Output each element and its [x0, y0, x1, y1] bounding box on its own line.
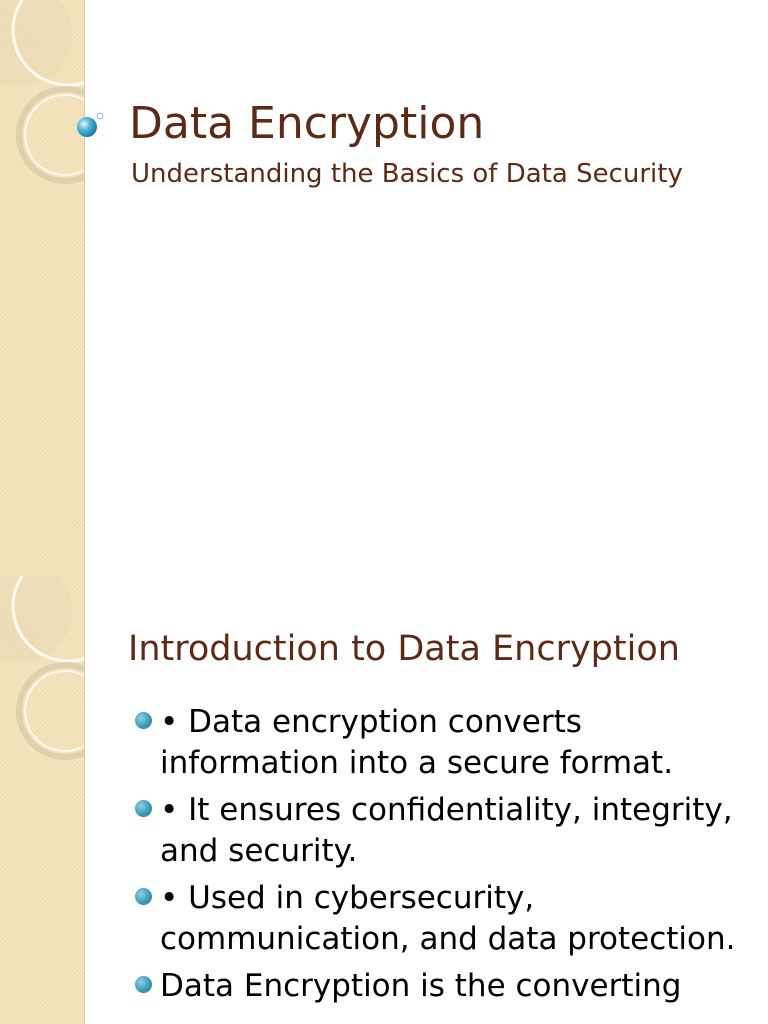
- slide-title-text: Data Encryption: [129, 98, 485, 149]
- bullet-dot-icon: [135, 976, 152, 993]
- bullet-item: [134, 702, 754, 784]
- bullet-item: [134, 790, 754, 872]
- decorative-side-strip: [0, 0, 85, 576]
- bullet-text: • It ensures confidentiality, integrity, and security.: [160, 792, 733, 869]
- bullet-item: [134, 878, 754, 960]
- bullet-list: [134, 702, 754, 1013]
- bullet-text: • Used in cybersecurity, communication, and data protection.: [160, 880, 736, 957]
- bullet-dot-icon: [135, 712, 152, 729]
- slide-introduction: [0, 576, 768, 1024]
- slide-subtitle-text: Understanding the Basics of Data Security: [131, 159, 683, 189]
- bullet-item: [134, 966, 754, 1007]
- bullet-text: • Data encryption converts information into a secure format.: [160, 704, 674, 781]
- bullet-dot-icon: [135, 800, 152, 817]
- slide-heading: Introduction to Data Encryption: [128, 629, 680, 669]
- decorative-side-strip: [0, 576, 85, 1024]
- ring-ornament-graphic: [0, 0, 84, 576]
- ring-ornament-graphic: [0, 576, 84, 1024]
- bullet-text: Data Encryption is the converting: [160, 968, 682, 1004]
- sphere-icon: [76, 110, 106, 140]
- bullet-dot-icon: [135, 888, 152, 905]
